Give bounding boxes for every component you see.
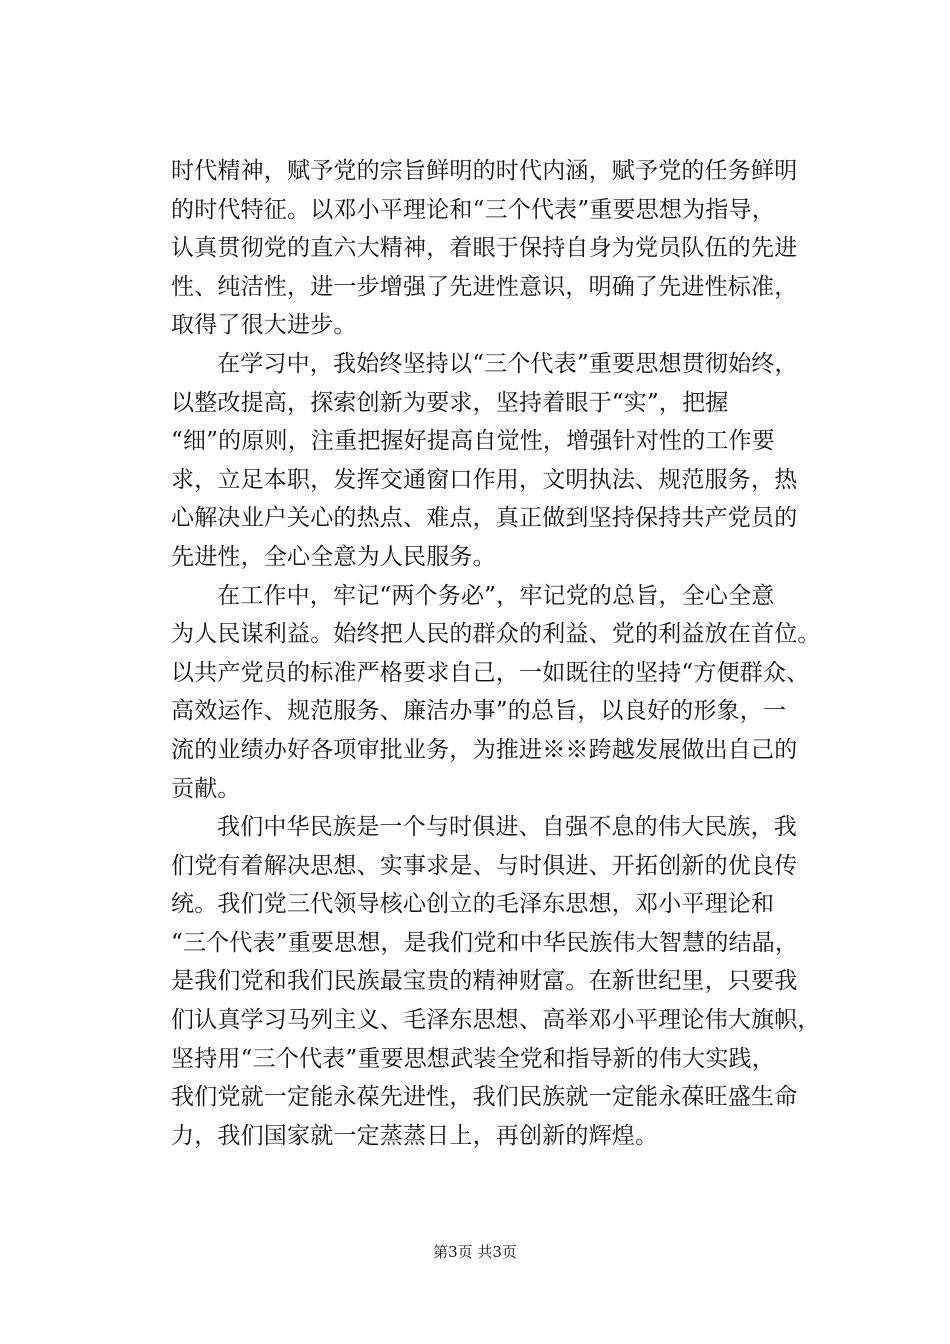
text-line: 为人民谋利益。始终把人民的群众的利益、党的利益放在首位。 (171, 621, 821, 648)
text-line: 性、纯洁性，进一步增强了先进性意识，明确了先进性标准， (171, 273, 798, 300)
text-line: 心解决业户关心的热点、难点，真正做到坚持保持共产党员的 (171, 505, 798, 532)
text-line: 流的业绩办好各项审批业务，为推进※※跨越发展做出自己的 (171, 736, 798, 763)
text-line: 时代精神，赋予党的宗旨鲜明的时代内涵，赋予党的任务鲜明 (171, 158, 798, 184)
text-line: 在学习中，我始终坚持以“三个代表”重要思想贯彻始终， (217, 350, 798, 377)
text-line: “三个代表”重要思想，是我们党和中华民族伟大智慧的结晶， (171, 929, 799, 956)
text-line: 先进性，全心全意为人民服务。 (171, 543, 496, 570)
text-line: 以整改提高，探索创新为要求，坚持着眼于“实”，把握 (171, 389, 729, 416)
text-line: 在工作中，牢记“两个务必”，牢记党的总旨，全心全意 (217, 582, 775, 609)
text-line: 求，立足本职，发挥交通窗口作用，文明执法、规范服务，热 (171, 466, 798, 493)
text-line: 统。我们党三代领导核心创立的毛泽东思想，邓小平理论和 (171, 891, 775, 918)
text-line: 高效运作、规范服务、廉洁办事”的总旨，以良好的形象，一 (171, 698, 787, 725)
text-line: “细”的原则，注重把握好提高自觉性，增强针对性的工作要 (171, 428, 775, 455)
text-line: 们党有着解决思想、实事求是、与时俱进、开拓创新的优良传 (171, 852, 798, 879)
body-text (171, 152, 821, 1155)
page-footer: 第3页 共3页 (433, 1243, 517, 1261)
text-line: 我们党就一定能永葆先进性，我们民族就一定能永葆旺盛生命 (171, 1084, 798, 1111)
text-line: 的时代特征。以邓小平理论和“三个代表”重要思想为指导， (171, 196, 775, 223)
text-line: 取得了很大进步。 (171, 312, 357, 339)
text-line: 认真贯彻党的直六大精神，着眼于保持自身为党员队伍的先进 (171, 235, 798, 262)
text-line: 力，我们国家就一定蒸蒸日上，再创新的辉煌。 (171, 1122, 659, 1149)
text-line: 坚持用“三个代表”重要思想武装全党和指导新的伟大实践， (171, 1045, 775, 1072)
text-line: 贡献。 (171, 775, 241, 802)
text-line: 是我们党和我们民族最宝贵的精神财富。在新世纪里，只要我 (171, 968, 798, 995)
text-line: 我们中华民族是一个与时俱进、自强不息的伟大民族，我 (217, 814, 797, 841)
text-line: 们认真学习马列主义、毛泽东思想、高举邓小平理论伟大旗帜， (171, 1007, 821, 1034)
text-line: 以共产党员的标准严格要求自己，一如既往的坚持“方便群众、 (171, 659, 810, 686)
